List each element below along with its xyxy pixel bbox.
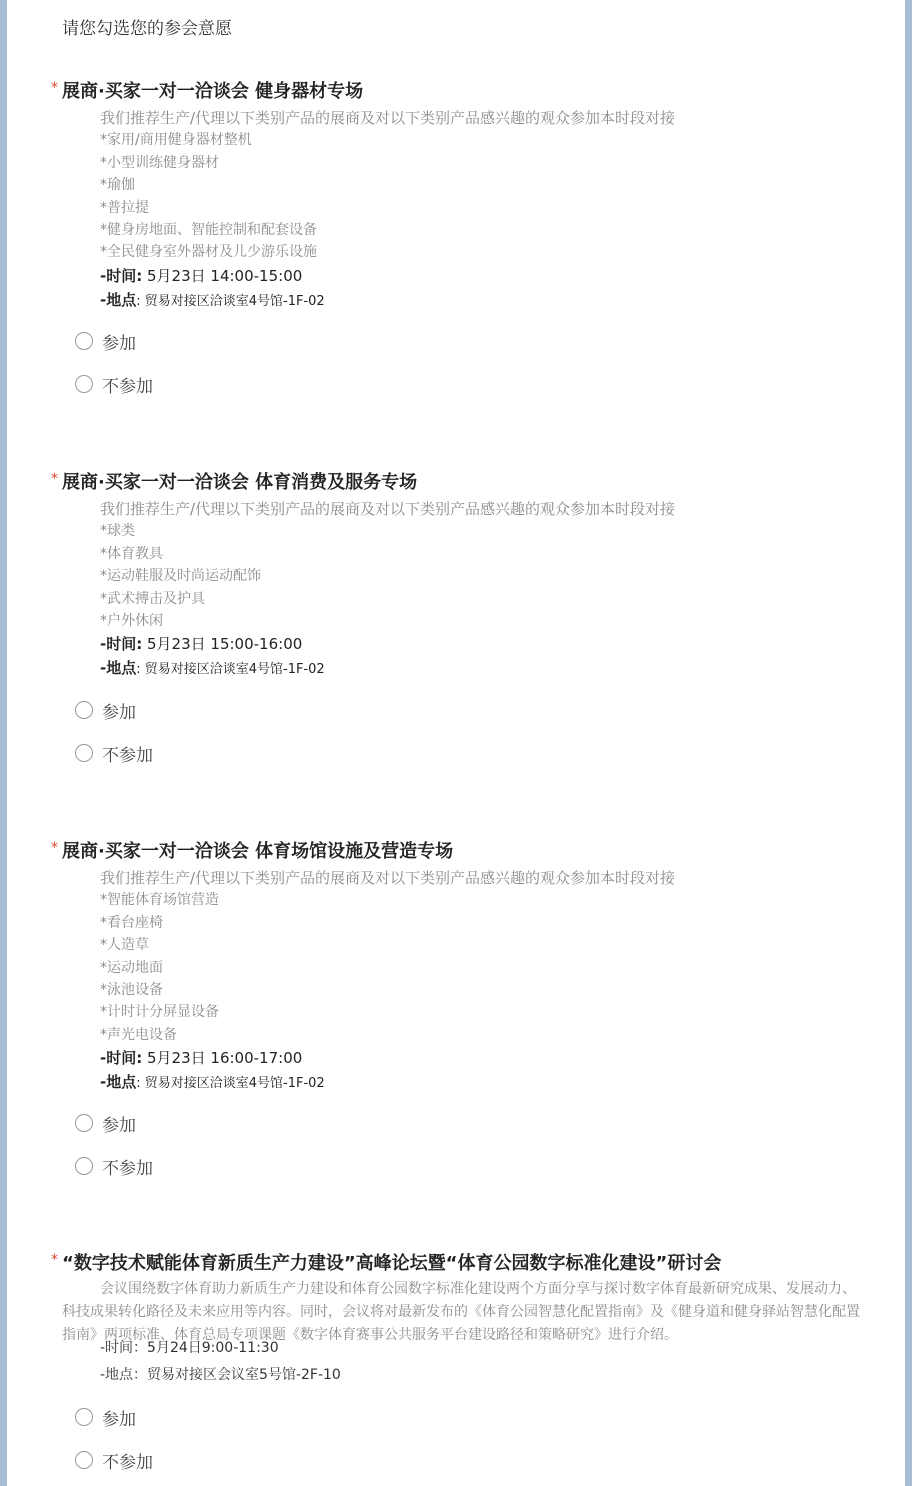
question-title: “数字技术赋能体育新质生产力建设”高峰论坛暨“体育公园数字标准化建设”研讨会 — [62, 1253, 722, 1274]
category-item: *全民健身室外器材及儿少游乐设施 — [100, 244, 317, 261]
category-item: *体育教具 — [100, 545, 163, 562]
place-line — [100, 288, 675, 312]
option-not-attend[interactable] — [75, 1154, 153, 1178]
description-line: 我们推荐生产/代理以下类别产品的展商及对以下类别产品感兴趣的观众参加本时段对接 — [100, 869, 676, 887]
radio-circle-icon[interactable] — [75, 1451, 93, 1469]
option-label: 不参加 — [102, 1452, 153, 1473]
required-mark: * — [51, 1252, 58, 1268]
question-description — [100, 498, 675, 680]
category-item: *看台座椅 — [100, 914, 163, 931]
question-title: 展商·买家一对一洽谈会 体育消费及服务专场 — [62, 472, 418, 493]
option-label: 参加 — [102, 333, 136, 354]
option-label: 参加 — [102, 1115, 136, 1136]
option-attend[interactable] — [75, 1111, 136, 1135]
option-label: 参加 — [102, 1409, 136, 1430]
category-item: *球类 — [100, 523, 135, 540]
category-item: *瑜伽 — [100, 177, 135, 194]
option-not-attend[interactable] — [75, 372, 153, 396]
radio-circle-icon[interactable] — [75, 332, 93, 350]
time-line — [100, 1046, 675, 1070]
time-line — [100, 632, 675, 656]
time-line: -时间：5月24日9:00-11:30 — [100, 1340, 279, 1356]
required-mark: * — [51, 840, 58, 856]
option-attend[interactable] — [75, 329, 136, 353]
radio-circle-icon[interactable] — [75, 1157, 93, 1175]
category-item: *户外休闲 — [100, 612, 163, 629]
question-meta — [100, 1335, 341, 1389]
place-label: -地点 — [100, 290, 137, 309]
intro-text: 请您勾选您的参会意愿 — [62, 19, 232, 39]
place-value: : 贸易对接区洽谈室4号馆-1F-02 — [136, 662, 325, 678]
radio-circle-icon[interactable] — [75, 1114, 93, 1132]
option-label: 不参加 — [102, 745, 153, 766]
survey-page — [7, 0, 905, 1486]
category-item: *计时计分屏显设备 — [100, 1004, 219, 1021]
time-label: -时间: — [100, 635, 143, 654]
category-item: *家用/商用健身器材整机 — [100, 132, 252, 149]
place-value: : 贸易对接区洽谈室4号馆-1F-02 — [136, 293, 325, 309]
description-line: 我们推荐生产/代理以下类别产品的展商及对以下类别产品感兴趣的观众参加本时段对接 — [100, 500, 676, 518]
category-item: *智能体育场馆营造 — [100, 892, 219, 909]
question-description — [100, 867, 675, 1094]
radio-circle-icon[interactable] — [75, 375, 93, 393]
option-label: 不参加 — [102, 376, 153, 397]
time-value: 5月23日 16:00-17:00 — [147, 1049, 303, 1068]
category-item: *小型训练健身器材 — [100, 154, 219, 171]
option-attend[interactable] — [75, 698, 136, 722]
category-item: *人造草 — [100, 937, 149, 954]
time-label: -时间: — [100, 266, 143, 285]
place-label: -地点 — [100, 659, 137, 678]
place-line — [100, 656, 675, 680]
category-item: *运动鞋服及时尚运动配饰 — [100, 568, 261, 585]
question-description — [100, 107, 675, 312]
option-label: 不参加 — [102, 1158, 153, 1179]
question-title: 展商·买家一对一洽谈会 健身器材专场 — [62, 81, 364, 102]
description-line: 我们推荐生产/代理以下类别产品的展商及对以下类别产品感兴趣的观众参加本时段对接 — [100, 109, 676, 127]
place-value: : 贸易对接区洽谈室4号馆-1F-02 — [136, 1076, 325, 1092]
time-value: 5月23日 14:00-15:00 — [147, 266, 303, 285]
option-attend[interactable] — [75, 1405, 136, 1429]
category-item: *武术搏击及护具 — [100, 590, 205, 607]
category-item: *运动地面 — [100, 959, 163, 976]
place-label: -地点 — [100, 1073, 137, 1092]
question-description: 会议围绕数字体育助力新质生产力建设和体育公园数字标准化建设两个方面分享与探讨数字体育最新研究成果、发展动力、科技成果转化路径及未来应用等内容。同时，会议将对最新发布的《体育公园智慧化配置指南》及《健身道和健身驿站智慧化配置指南》两项标准、体育总局专项课题《数字体育赛事公共服务平台建设路径和策略研究》进行介绍。 — [62, 1281, 860, 1343]
category-item: *健身房地面、智能控制和配套设备 — [100, 221, 317, 238]
time-line — [100, 264, 675, 288]
category-item: *声光电设备 — [100, 1026, 177, 1043]
option-not-attend[interactable] — [75, 741, 153, 765]
required-mark: * — [51, 471, 58, 487]
time-value: 5月23日 15:00-16:00 — [147, 635, 303, 654]
place-line: -地点：贸易对接区会议室5号馆-2F-10 — [100, 1367, 341, 1383]
radio-circle-icon[interactable] — [75, 701, 93, 719]
time-label: -时间: — [100, 1049, 143, 1068]
option-label: 参加 — [102, 702, 136, 723]
radio-circle-icon[interactable] — [75, 1408, 93, 1426]
category-item: *泳池设备 — [100, 981, 163, 998]
radio-circle-icon[interactable] — [75, 744, 93, 762]
option-not-attend[interactable] — [75, 1448, 153, 1472]
category-item: *普拉提 — [100, 199, 149, 216]
question-title: 展商·买家一对一洽谈会 体育场馆设施及营造专场 — [62, 841, 454, 862]
place-line — [100, 1070, 675, 1094]
required-mark: * — [51, 80, 58, 96]
